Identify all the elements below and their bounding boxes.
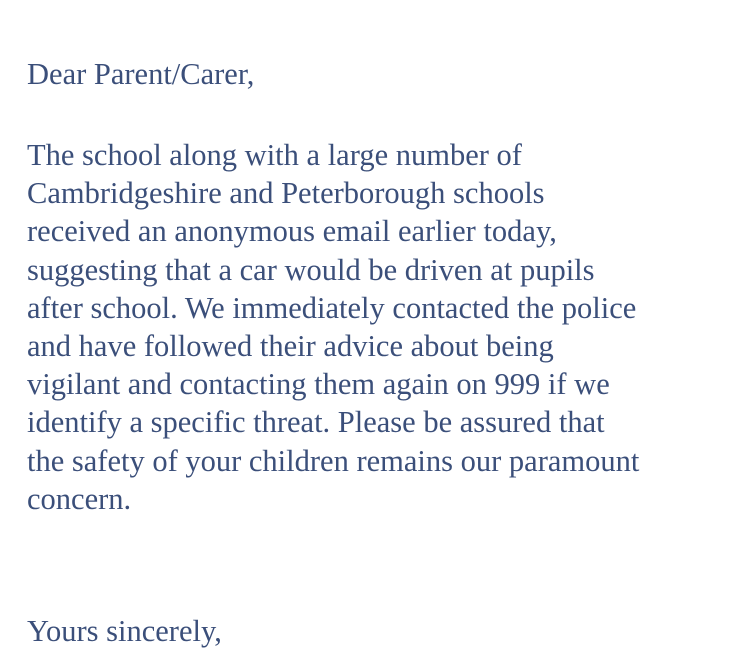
body-line: The school along with a large number of xyxy=(27,138,522,172)
body-line: Cambridgeshire and Peterborough schools xyxy=(27,176,545,211)
closing: Yours sincerely, xyxy=(27,614,222,648)
letter-body xyxy=(27,136,739,518)
body-line: the safety of your children remains our paramount xyxy=(27,443,640,478)
body-line: suggesting that a car would be driven at pupils xyxy=(27,252,595,287)
body-line: after school. We immediately contacted the police xyxy=(27,290,637,325)
body-line: vigilant and contacting them again on 999 if we xyxy=(27,367,610,402)
body-line: concern. xyxy=(27,481,132,516)
body-line: received an anonymous email earlier today, xyxy=(27,214,557,249)
body-line: identify a specific threat. Please be assured that xyxy=(27,405,605,440)
body-line: and have followed their advice about being xyxy=(27,329,554,364)
salutation: Dear Parent/Carer, xyxy=(27,57,255,91)
